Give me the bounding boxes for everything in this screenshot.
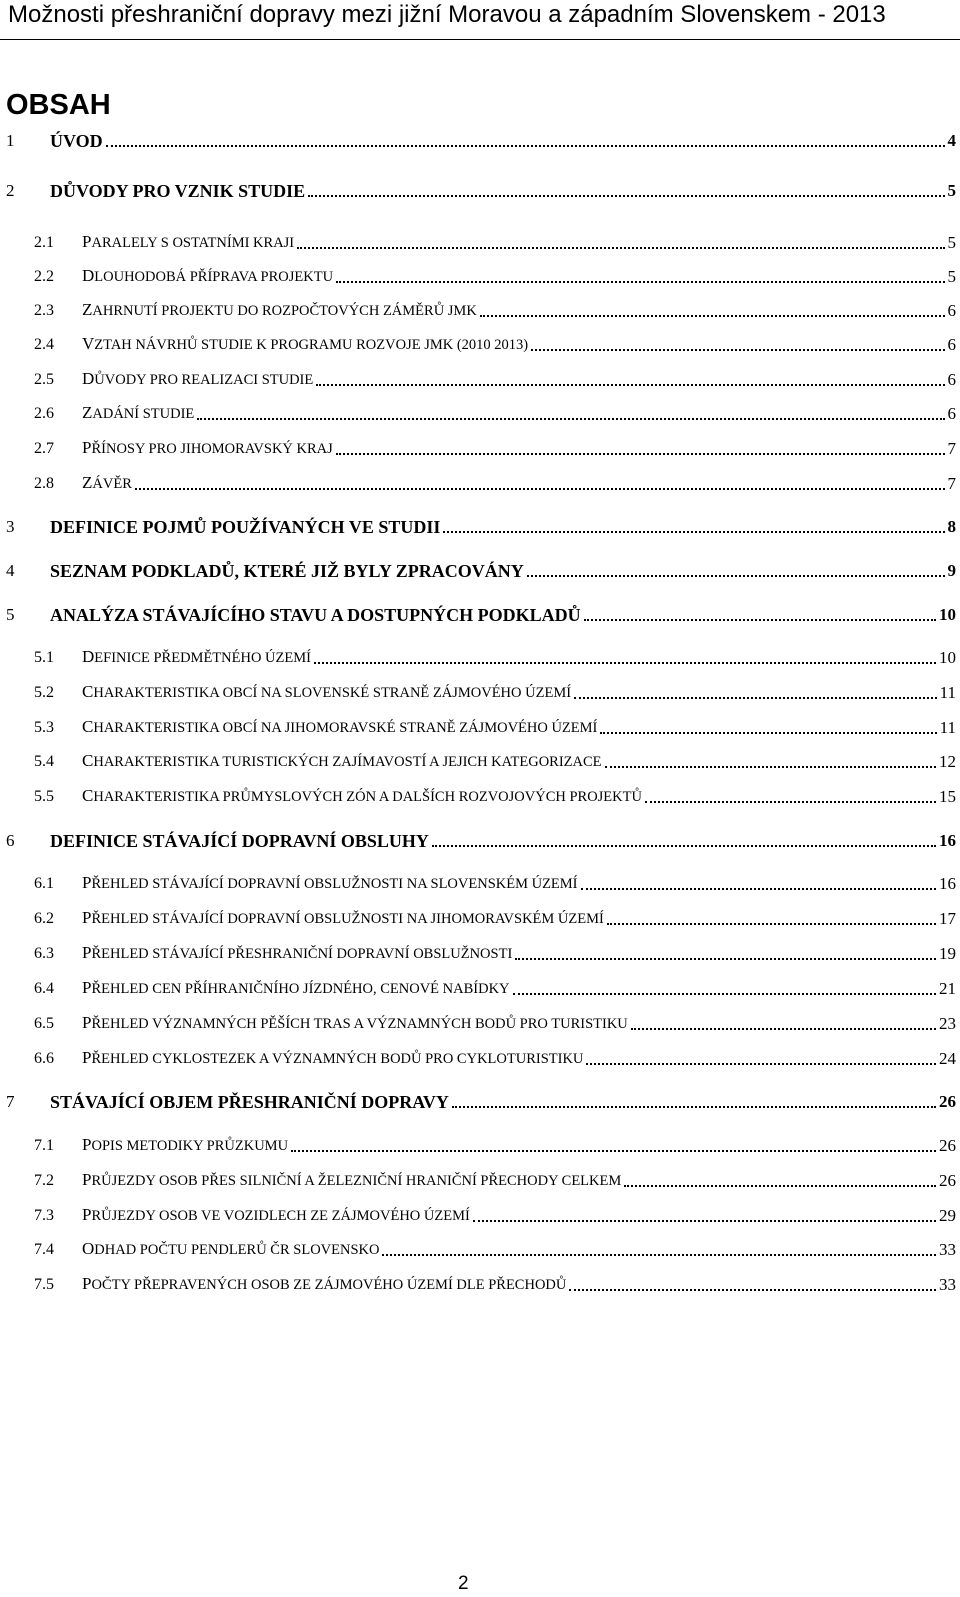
toc-entry-page: 6 — [947, 404, 956, 423]
toc-entry-label: ANALÝZA STÁVAJÍCÍHO STAVU A DOSTUPNÝCH PODKLADŮ — [50, 605, 581, 625]
toc-entry-page: 24 — [939, 1049, 956, 1068]
toc-entry-6-6[interactable] — [6, 1044, 956, 1070]
toc-entry-page: 29 — [939, 1206, 956, 1225]
toc-entry-number: 2.4 — [34, 336, 54, 353]
toc-entry-number: 4 — [6, 561, 15, 580]
toc-entry-7-4[interactable] — [6, 1235, 956, 1261]
toc-entry-2-5[interactable] — [6, 365, 956, 391]
toc-dot-leader — [569, 1288, 936, 1291]
toc-entry-label: PŘEHLED STÁVAJÍCÍ DOPRAVNÍ OBSLUŽNOSTI NA SLOVENSKÉM ÚZEMÍ — [82, 873, 578, 892]
toc-entry-page: 33 — [939, 1240, 956, 1259]
toc-entry-page: 8 — [947, 517, 956, 536]
toc-dot-leader — [581, 887, 936, 890]
toc-entry-label: POČTY PŘEPRAVENÝCH OSOB ZE ZÁJMOVÉHO ÚZEMÍ DLE PŘECHODŮ — [82, 1274, 567, 1293]
toc-dot-leader — [645, 800, 936, 803]
toc-dot-leader — [513, 992, 936, 995]
toc-dot-leader — [106, 144, 945, 147]
toc-entry-6-1[interactable] — [6, 869, 956, 895]
toc-dot-leader — [291, 1149, 936, 1152]
toc-entry-2[interactable] — [6, 176, 956, 202]
toc-dot-leader — [308, 194, 944, 197]
toc-entry-number: 5.1 — [34, 649, 54, 666]
toc-entry-page: 5 — [947, 267, 956, 286]
toc-dot-leader — [515, 957, 936, 960]
toc-entry-7-5[interactable] — [6, 1270, 956, 1296]
toc-entry-page: 10 — [939, 605, 956, 624]
toc-entry-number: 5.3 — [34, 719, 54, 736]
toc-dot-leader — [584, 618, 936, 621]
toc-entry-5-5[interactable] — [6, 782, 956, 808]
toc-entry-label: DEFINICE POJMŮ POUŽÍVANÝCH VE STUDII — [50, 517, 441, 537]
toc-entry-number: 6.3 — [34, 945, 54, 962]
toc-entry-page: 12 — [939, 752, 956, 771]
toc-entry-number: 7.2 — [34, 1172, 54, 1189]
toc-entry-number: 6.4 — [34, 980, 54, 997]
toc-entry-label: ZAHRNUTÍ PROJEKTU DO ROZPOČTOVÝCH ZÁMĚRŮ JMK — [82, 300, 477, 319]
toc-entry-page: 6 — [947, 301, 956, 320]
toc-entry-label: DEFINICE STÁVAJÍCÍ DOPRAVNÍ OBSLUHY — [50, 831, 429, 851]
toc-dot-leader — [135, 487, 945, 490]
toc-dot-leader — [605, 765, 936, 768]
toc-entry-number: 5.2 — [34, 684, 54, 701]
toc-dot-leader — [527, 574, 945, 577]
toc-entry-page: 16 — [939, 874, 956, 893]
toc-entry-label: ÚVOD — [50, 131, 103, 151]
toc-entry-label: CHARAKTERISTIKA TURISTICKÝCH ZAJÍMAVOSTÍ A JEJICH KATEGORIZACE — [82, 751, 602, 770]
toc-entry-page: 5 — [947, 233, 956, 252]
toc-entry-page: 10 — [939, 648, 956, 667]
toc-entry-1[interactable] — [6, 126, 956, 152]
toc-entry-2-4[interactable] — [6, 330, 956, 356]
toc-entry-number: 2.7 — [34, 440, 54, 457]
toc-entry-6-3[interactable] — [6, 939, 956, 965]
toc-entry-page: 16 — [939, 831, 956, 850]
toc-entry-label: STÁVAJÍCÍ OBJEM PŘESHRANIČNÍ DOPRAVY — [50, 1092, 449, 1112]
toc-entry-5-4[interactable] — [6, 747, 956, 773]
toc-entry-5[interactable] — [6, 600, 956, 626]
toc-entry-label: CHARAKTERISTIKA PRŮMYSLOVÝCH ZÓN A DALŠÍCH ROZVOJOVÝCH PROJEKTŮ — [82, 786, 642, 805]
toc-entry-page: 26 — [939, 1092, 956, 1111]
toc-entry-page: 11 — [939, 683, 956, 702]
toc-entry-label: PŘEHLED VÝZNAMNÝCH PĚŠÍCH TRAS A VÝZNAMNÝCH BODŮ PRO TURISTIKU — [82, 1013, 628, 1032]
toc-entry-label: DEFINICE PŘEDMĚTNÉHO ÚZEMÍ — [82, 647, 311, 666]
toc-entry-page: 26 — [939, 1136, 956, 1155]
toc-entry-5-3[interactable] — [6, 713, 956, 739]
toc-entry-label: PŘEHLED STÁVAJÍCÍ DOPRAVNÍ OBSLUŽNOSTI NA JIHOMORAVSKÉM ÚZEMÍ — [82, 908, 604, 927]
toc-entry-number: 6.5 — [34, 1015, 54, 1032]
toc-entry-number: 6.1 — [34, 875, 54, 892]
toc-entry-page: 9 — [947, 561, 956, 580]
toc-entry-label: ZADÁNÍ STUDIE — [82, 403, 195, 422]
toc-entry-2-1[interactable] — [6, 228, 956, 254]
header-title: Možnosti přeshraniční dopravy mezi jižní Moravou a západním Slovenskem - 2013 — [8, 1, 886, 28]
toc-entry-label: ZÁVĚR — [82, 473, 132, 492]
toc-entry-page: 17 — [939, 909, 956, 928]
toc-entry-page: 26 — [939, 1171, 956, 1190]
running-header — [0, 0, 960, 40]
toc-dot-leader — [600, 731, 936, 734]
toc-entry-page: 6 — [947, 335, 956, 354]
toc-entry-number: 2.6 — [34, 405, 54, 422]
toc-entry-label: DŮVODY PRO VZNIK STUDIE — [50, 181, 306, 201]
toc-entry-label: POPIS METODIKY PRŮZKUMU — [82, 1135, 289, 1154]
toc-entry-label: PRŮJEZDY OSOB VE VOZIDLECH ZE ZÁJMOVÉHO ÚZEMÍ — [82, 1205, 470, 1224]
toc-entry-number: 5 — [6, 605, 15, 624]
toc-dot-leader — [574, 696, 937, 699]
toc-dot-leader — [586, 1062, 936, 1065]
toc-entry-label: PŘEHLED CYKLOSTEZEK A VÝZNAMNÝCH BODŮ PRO CYKLOTURISTIKU — [82, 1048, 584, 1067]
toc-entry-label: VZTAH NÁVRHŮ STUDIE K PROGRAMU ROZVOJE JMK (2010 2013) — [82, 334, 529, 353]
toc-entry-6-2[interactable] — [6, 904, 956, 930]
toc-dot-leader — [624, 1184, 936, 1187]
toc-entry-2-2[interactable] — [6, 262, 956, 288]
toc-entry-7-3[interactable] — [6, 1201, 956, 1227]
toc-entry-number: 2.8 — [34, 475, 54, 492]
toc-dot-leader — [452, 1105, 936, 1108]
toc-entry-page: 7 — [947, 474, 956, 493]
toc-entry-label: DLOUHODOBÁ PŘÍPRAVA PROJEKTU — [82, 266, 334, 285]
toc-entry-number: 7.3 — [34, 1207, 54, 1224]
toc-entry-2-7[interactable] — [6, 434, 956, 460]
toc-entry-page: 21 — [939, 979, 956, 998]
toc-entry-number: 6.6 — [34, 1050, 54, 1067]
toc-entry-page: 19 — [939, 944, 956, 963]
toc-entry-label: SEZNAM PODKLADŮ, KTERÉ JIŽ BYLY ZPRACOVÁNY — [50, 561, 524, 581]
toc-dot-leader — [314, 661, 936, 664]
toc-entry-6-5[interactable] — [6, 1009, 956, 1035]
toc-entry-number: 5.5 — [34, 788, 54, 805]
toc-entry-2-3[interactable] — [6, 296, 956, 322]
toc-entry-5-1[interactable] — [6, 643, 956, 669]
toc-entry-number: 7.1 — [34, 1137, 54, 1154]
toc-dot-leader — [297, 246, 944, 249]
toc-entry-7-2[interactable] — [6, 1166, 956, 1192]
toc-entry-number: 6.2 — [34, 910, 54, 927]
toc-dot-leader — [432, 844, 936, 847]
toc-heading: OBSAH — [6, 89, 111, 121]
toc-entry-number: 7.4 — [34, 1241, 54, 1258]
toc-dot-leader — [631, 1027, 936, 1030]
toc-entry-label: PŘÍNOSY PRO JIHOMORAVSKÝ KRAJ — [82, 438, 333, 457]
toc-entry-label: PARALELY S OSTATNÍMI KRAJI — [82, 232, 295, 251]
toc-entry-label: PŘEHLED CEN PŘÍHRANIČNÍHO JÍZDNÉHO, CENOVÉ NABÍDKY — [82, 978, 510, 997]
toc-entry-2-6[interactable] — [6, 399, 956, 425]
toc-dot-leader — [473, 1219, 936, 1222]
toc-dot-leader — [336, 280, 944, 283]
toc-dot-leader — [336, 452, 945, 455]
toc-entry-page: 15 — [939, 787, 956, 806]
toc-entry-number: 7 — [6, 1092, 15, 1111]
toc-entry-number: 6 — [6, 831, 15, 850]
toc-entry-number: 2 — [6, 181, 15, 200]
toc-entry-3[interactable] — [6, 512, 956, 538]
toc-entry-label: ODHAD POČTU PENDLERŮ ČR SLOVENSKO — [82, 1239, 380, 1258]
toc-entry-page: 23 — [939, 1014, 956, 1033]
toc-entry-6[interactable] — [6, 826, 956, 852]
toc-dot-leader — [607, 922, 936, 925]
toc-dot-leader — [480, 314, 945, 317]
toc-entry-label: CHARAKTERISTIKA OBCÍ NA SLOVENSKÉ STRANĚ ZÁJMOVÉHO ÚZEMÍ — [82, 682, 572, 701]
toc-dot-leader — [316, 383, 944, 386]
toc-entry-page: 4 — [947, 131, 956, 150]
toc-entry-page: 33 — [939, 1275, 956, 1294]
toc-entry-number: 5.4 — [34, 753, 54, 770]
toc-entry-6-4[interactable] — [6, 974, 956, 1000]
toc-entry-label: DŮVODY PRO REALIZACI STUDIE — [82, 369, 314, 388]
toc-entry-number: 2.2 — [34, 268, 54, 285]
toc-entry-number: 7.5 — [34, 1276, 54, 1293]
toc-entry-7-1[interactable] — [6, 1131, 956, 1157]
toc-entry-number: 2.3 — [34, 302, 54, 319]
toc-entry-page: 7 — [947, 439, 956, 458]
toc-entry-page: 5 — [947, 181, 956, 200]
toc-dot-leader — [531, 348, 944, 351]
toc-entry-4[interactable] — [6, 556, 956, 582]
toc-entry-label: CHARAKTERISTIKA OBCÍ NA JIHOMORAVSKÉ STRANĚ ZÁJMOVÉHO ÚZEMÍ — [82, 717, 598, 736]
page-number: 2 — [458, 1573, 469, 1594]
toc-entry-number: 2.5 — [34, 371, 54, 388]
toc-dot-leader — [197, 417, 944, 420]
toc-entry-number: 2.1 — [34, 234, 54, 251]
toc-entry-number: 1 — [6, 131, 15, 150]
toc-entry-7[interactable] — [6, 1087, 956, 1113]
toc-entry-page: 6 — [947, 370, 956, 389]
toc-entry-number: 3 — [6, 517, 15, 536]
toc-entry-2-8[interactable] — [6, 469, 956, 495]
toc-entry-label: PRŮJEZDY OSOB PŘES SILNIČNÍ A ŽELEZNIČNÍ HRANIČNÍ PŘECHODY CELKEM — [82, 1170, 622, 1189]
toc-dot-leader — [382, 1253, 936, 1256]
toc-entry-5-2[interactable] — [6, 678, 956, 704]
toc-entry-label: PŘEHLED STÁVAJÍCÍ PŘESHRANIČNÍ DOPRAVNÍ OBSLUŽNOSTI — [82, 943, 513, 962]
toc-entry-page: 11 — [939, 718, 956, 737]
toc-dot-leader — [443, 530, 944, 533]
